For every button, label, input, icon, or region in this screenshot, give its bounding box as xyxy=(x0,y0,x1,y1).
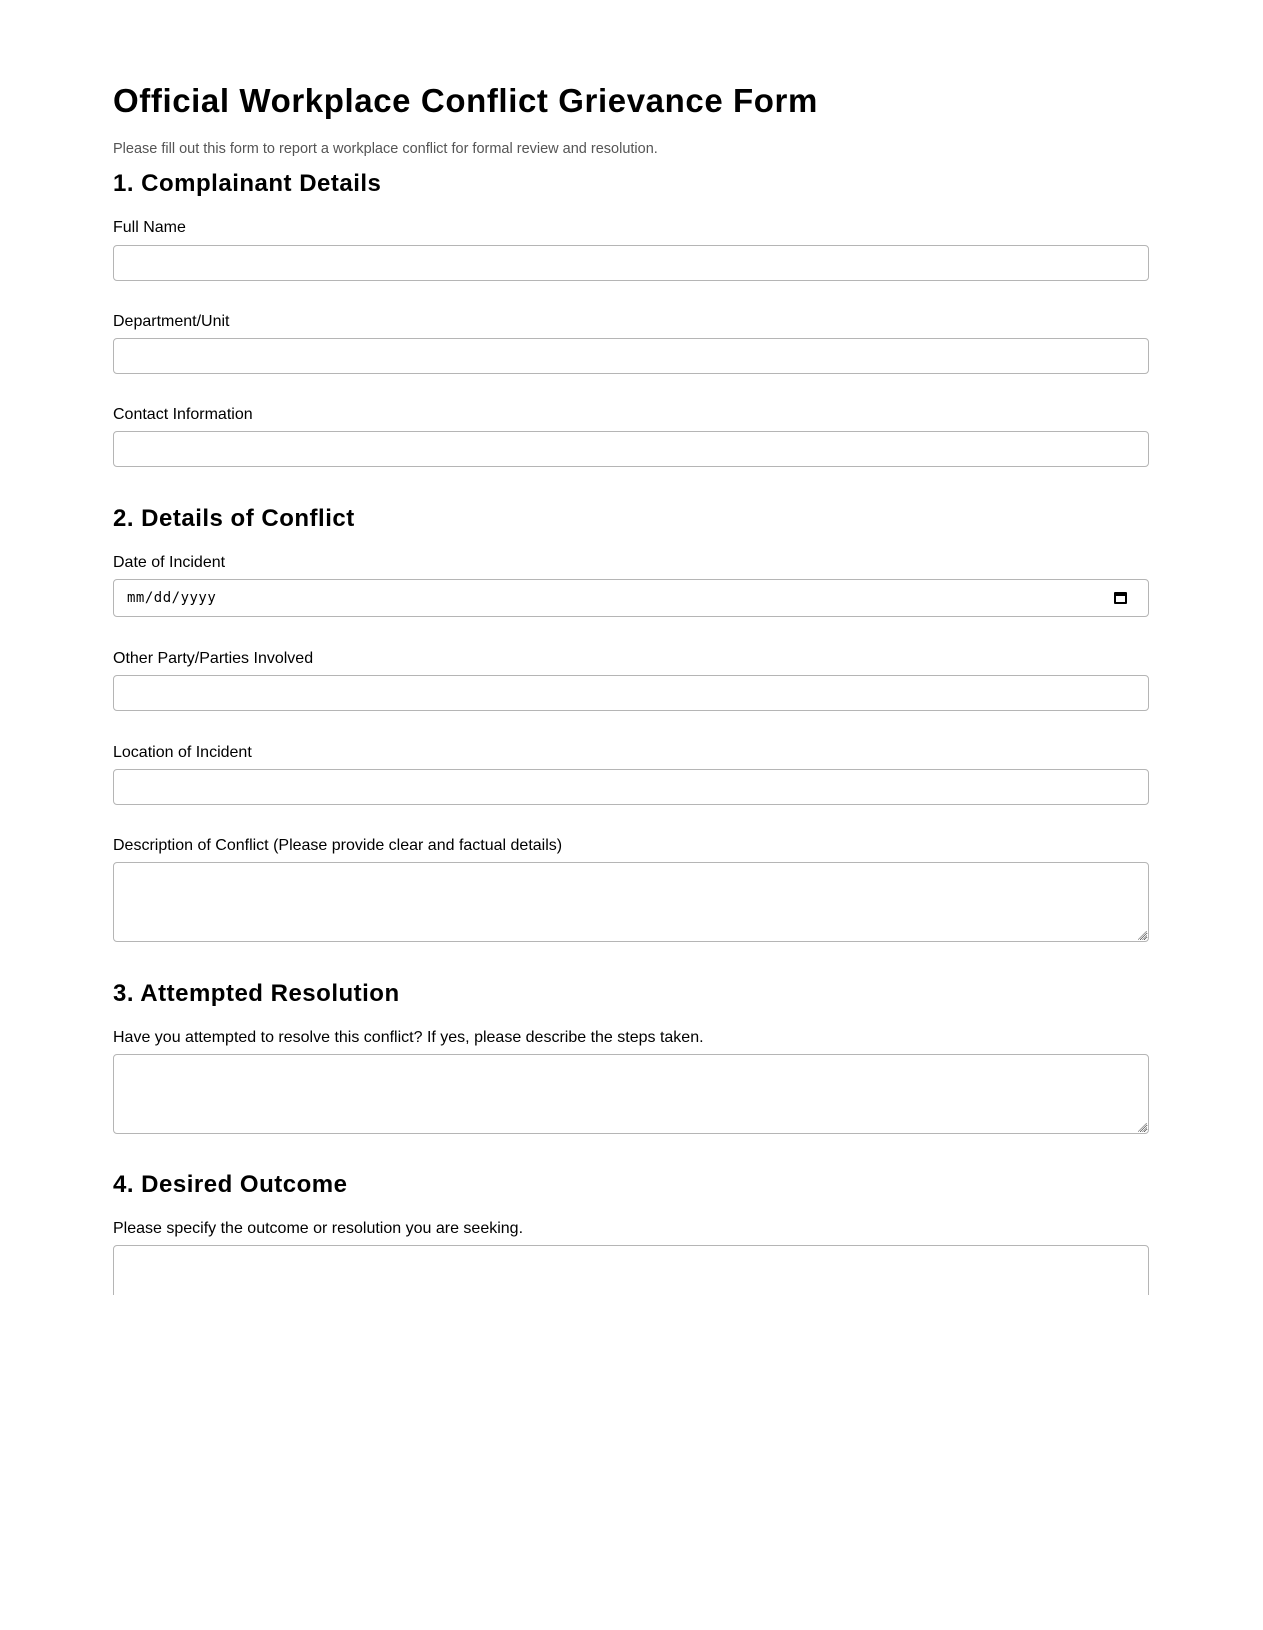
section-heading-attempted-resolution: 3. Attempted Resolution xyxy=(113,980,400,1007)
department-unit-input[interactable] xyxy=(113,338,1149,374)
attempted-resolution-textarea-wrapper xyxy=(113,1054,1149,1134)
label-location-of-incident: Location of Incident xyxy=(113,744,252,761)
label-department-unit: Department/Unit xyxy=(113,313,230,330)
desired-outcome-textarea[interactable] xyxy=(113,1245,1149,1295)
page-title: Official Workplace Conflict Grievance Form xyxy=(113,82,818,119)
other-parties-input[interactable] xyxy=(113,675,1149,711)
section-heading-desired-outcome: 4. Desired Outcome xyxy=(113,1171,348,1198)
label-description-of-conflict: Description of Conflict (Please provide clear and factual details) xyxy=(113,837,563,854)
desired-outcome-textarea-wrapper xyxy=(113,1245,1149,1295)
description-textarea-wrapper xyxy=(113,862,1149,942)
attempted-resolution-textarea[interactable] xyxy=(113,1054,1149,1134)
date-placeholder: mm/dd/yyyy xyxy=(127,590,217,606)
label-desired-outcome: Please specify the outcome or resolution you are seeking. xyxy=(113,1220,524,1237)
contact-information-input[interactable] xyxy=(113,431,1149,467)
grievance-form xyxy=(113,0,1149,1295)
label-date-of-incident: Date of Incident xyxy=(113,554,226,571)
date-of-incident-input[interactable] xyxy=(113,579,1149,617)
label-other-parties-involved: Other Party/Parties Involved xyxy=(113,650,314,667)
calendar-icon[interactable] xyxy=(1114,592,1127,604)
section-heading-complainant-details: 1. Complainant Details xyxy=(113,170,382,197)
label-contact-information: Contact Information xyxy=(113,406,253,423)
label-full-name: Full Name xyxy=(113,219,186,236)
label-attempted-resolution: Have you attempted to resolve this conflict? If yes, please describe the steps taken. xyxy=(113,1029,704,1046)
section-heading-details-of-conflict: 2. Details of Conflict xyxy=(113,505,355,532)
description-of-conflict-textarea[interactable] xyxy=(113,862,1149,942)
location-of-incident-input[interactable] xyxy=(113,769,1149,805)
page-subtitle: Please fill out this form to report a workplace conflict for formal review and resolution. xyxy=(113,141,658,157)
full-name-input[interactable] xyxy=(113,245,1149,281)
